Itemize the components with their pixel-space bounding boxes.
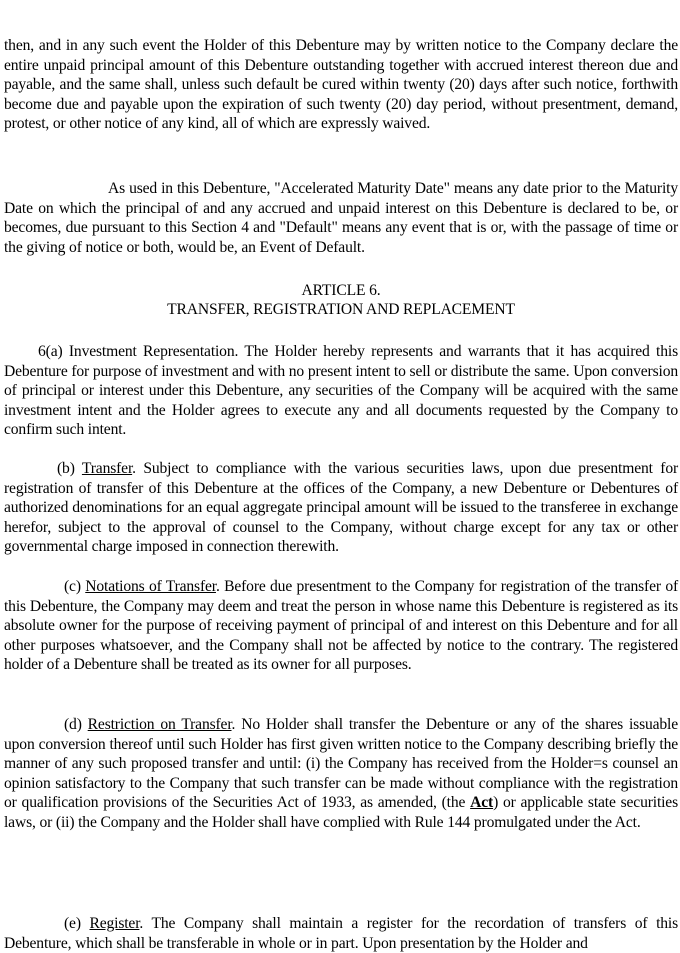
paragraph-accelerated-maturity: As used in this Debenture, "Accelerated Maturity Date" means any date prior to the Maturity Date on which the principal of and any accrued and unpaid interest on this Debenture is declared to be, or becomes, due pursuant to this Section 4 and "Default" means any event that is or, with the passage of time or the giving of notice or both, would be, an Event of Default. [4, 180, 678, 256]
section-body: . Subject to compliance with the various securities laws, upon due presentment for registration of transfer of this Debenture at the offices of the Company, a new Debenture or Debentures of authorized denominations for an equal aggregate principal amount will be issued to the transferee in exchange herefor, subject to the approval of counsel to the Company, without charge except for any tax or other governmental charge imposed in connection therewith. [4, 460, 679, 556]
section-6c-notations-of-transfer [4, 577, 678, 675]
section-body: . The Company shall maintain a register for the recordation of transfers of this Debenture, which shall be transferable in whole or in part. Upon presentation by the Holder and [4, 915, 678, 952]
section-6b-transfer [4, 459, 678, 557]
article-title: TRANSFER, REGISTRATION AND REPLACEMENT [167, 301, 515, 318]
section-6a-investment-representation: 6(a) Investment Representation. The Holder hereby represents and warrants that it has acquired this Debenture for purpose of investment and with no present intent to sell or distribute the same. Upon conversion of principal or interest under this Debenture, any securities of the Company will be acquired with the same investment intent and the Holder agrees to execute any and all documents requested by the Company to confirm such intent. [4, 343, 678, 439]
defined-term-act: Act [470, 794, 494, 812]
section-label: (b) [57, 460, 82, 477]
paragraph-continuation: then, and in any such event the Holder of this Debenture may by written notice to the Company declare the entire unpaid principal amount of this Debenture outstanding together with accrued interest thereon due and payable, and the same shall, unless such default be cured within twenty (20) days after such notice, forthwith become due and payable upon the expiration of such twenty (20) day period, without presentment, demand, protest, or other notice of any kind, all of which are expressly waived. [4, 37, 678, 133]
section-heading: Restriction on Transfer [87, 716, 232, 733]
section-heading: Notations of Transfer [85, 578, 216, 595]
section-6d-restriction-on-transfer [4, 715, 678, 833]
section-6e-register [4, 914, 678, 953]
section-heading: Register [89, 915, 140, 932]
section-heading: Transfer [81, 460, 133, 477]
section-body: . No Holder shall transfer the Debenture or any of the shares issuable upon conversion thereof until such Holder has first given written notice to the Company describing briefly the manner of any such proposed transfer and until: (i) the Company has received from the Holder=s counsel an opinion satisfactory to the Company that such transfer can be made without compliance with the registration or qualification provisions of the Securities Act of 1933, as amended, (the [4, 716, 679, 812]
article-number: ARTICLE 6. [301, 282, 381, 299]
section-label: (e) [64, 915, 90, 932]
section-body: . Before due presentment to the Company for registration of the transfer of this Debenture, the Company may deem and treat the person in whose name this Debenture is registered as its absolute owner for the purpose of receiving payment of principal of and interest on this Debenture and for all other purposes whatsoever, and the Company shall not be affected by notice to the contrary. The registered holder of a Debenture shall be treated as its owner for all purposes. [4, 578, 679, 674]
section-body-continued: ) or applicable state securities laws, or (ii) the Company and the Holder shall have complied with Rule 144 promulgated under the Act. [4, 794, 679, 831]
section-label: (c) [64, 578, 86, 595]
section-label: (d) [64, 716, 88, 733]
